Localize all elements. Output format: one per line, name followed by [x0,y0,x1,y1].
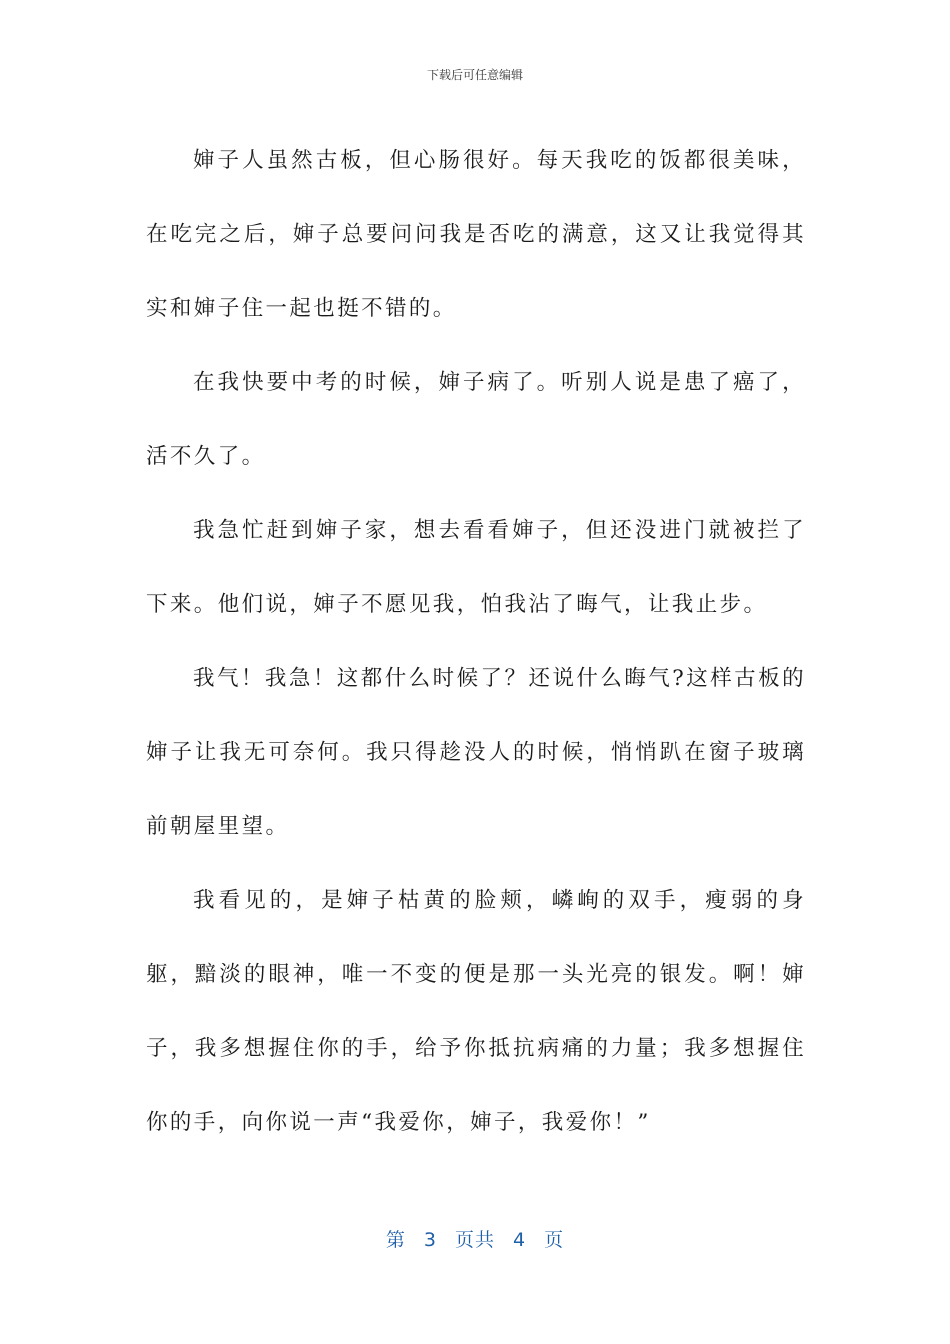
document-body [146,124,806,1160]
footer-middle: 页共 [454,1229,495,1251]
paragraph: 我气！我急！这都什么时候了？还说什么晦气?这样古板的婶子让我无可奈何。我只得趁没人的时候，悄悄趴在窗子玻璃前朝屋里望。 [146,666,806,839]
paragraph: 在我快要中考的时候，婶子病了。听别人说是患了癌了，活不久了。 [146,370,806,469]
page-header: 下载后可任意编辑 [426,68,523,82]
footer-prefix: 第 [385,1229,406,1251]
paragraph: 婶子人虽然古板，但心肠很好。每天我吃的饭都很美味，在吃完之后，婶子总要问问我是否吃的满意，这又让我觉得其实和婶子住一起也挺不错的。 [146,148,806,321]
footer-current-page: 3 [423,1229,437,1251]
paragraph: 我看见的，是婶子枯黄的脸颊，嶙峋的双手，瘦弱的身躯，黯淡的眼神，唯一不变的便是那一头光亮的银发。啊！婶子，我多想握住你的手，给予你抵抗病痛的力量；我多想握住你的手，向你说一声“我爱你，婶子，我爱你！” [146,888,806,1135]
footer-suffix: 页 [544,1229,565,1251]
footer-total-pages: 4 [513,1229,527,1251]
paragraph: 我急忙赶到婶子家，想去看看婶子，但还没进门就被拦了下来。他们说，婶子不愿见我，怕我沾了晦气，让我止步。 [146,518,806,617]
page-footer [0,1225,950,1252]
